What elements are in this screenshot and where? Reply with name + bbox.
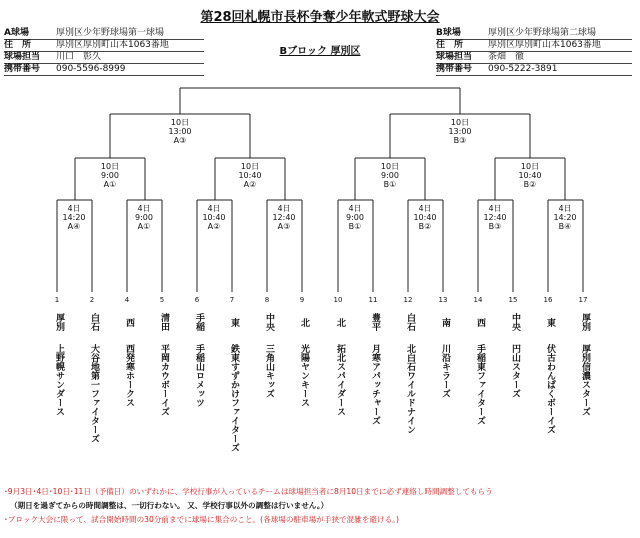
team-name: 円山スターズ [510,344,520,398]
game-a-semi2 [230,162,270,189]
game-date: 4日 [207,204,221,213]
note-adjustment: （期日を過ぎてからの時間調整は、一切行わない。 又、学校行事以外の調整は行いません。） [10,501,329,510]
game-time: 10:40 [413,213,437,222]
game-field: A② [243,180,257,189]
game-b-final [440,118,480,145]
game-b-semi2 [510,162,550,189]
info-value: 厚別区少年野球場第一球場 [56,28,165,38]
team-name: 北白石ワイルドナイン [405,344,415,434]
team-name: 鉄東すずかけファイターズ [229,344,239,452]
team-name: 拓北スパイダース [335,344,345,416]
team-district: 手稲 [194,313,204,331]
team-name: 上野幌サンダース [54,344,64,416]
info-label: 携帯番号 [436,64,473,74]
game-r1-3 [194,204,234,231]
info-value: 090-5222-3891 [488,64,558,74]
info-label: 携帯番号 [4,64,41,74]
game-r1-6 [405,204,445,231]
team-district: 厚別 [54,313,64,331]
game-r1-4 [264,204,304,231]
team-number: 5 [159,296,165,304]
game-r1-7 [475,204,515,231]
game-a-final [160,118,200,145]
team-district: 中央 [264,313,274,331]
game-time: 9:00 [346,213,364,222]
info-label: B球場 [436,28,461,38]
game-date: 4日 [67,204,81,213]
info-value: 川口 彰久 [56,52,102,62]
game-field: A④ [67,222,81,231]
game-field: A① [103,180,117,189]
team-number: 11 [368,296,378,304]
team-name: 厚別信濃スターズ [580,344,590,416]
game-date: 4日 [418,204,432,213]
team-district: 中央 [510,313,520,331]
game-field: B① [348,222,362,231]
team-number: 8 [264,296,270,304]
game-date: 10日 [380,162,400,171]
game-time: 9:00 [101,171,119,180]
game-time: 10:40 [238,171,262,180]
page-title: 第28回札幌市長杯争奪少年軟式野球大会 [200,10,440,25]
game-b-semi1 [370,162,410,189]
game-time: 13:00 [168,127,192,136]
team-number: 6 [194,296,200,304]
team-name: 伏古わんぱくボーイズ [545,344,555,434]
info-value: 厚別区少年野球場第二球場 [488,28,597,38]
block-title: Bブロック 厚別区 [279,46,361,57]
game-r1-8 [545,204,585,231]
game-field: B① [383,180,397,189]
game-date: 4日 [348,204,362,213]
game-time: 10:40 [518,171,542,180]
game-field: B③ [453,136,467,145]
game-date: 4日 [488,204,502,213]
game-field: B② [418,222,432,231]
info-label: 住 所 [4,40,32,50]
team-district: 清田 [159,313,169,331]
game-date: 4日 [558,204,572,213]
game-date: 10日 [520,162,540,171]
team-number: 13 [438,296,448,304]
game-field: B③ [488,222,502,231]
team-district: 西 [475,317,485,327]
game-time: 12:40 [272,213,296,222]
team-district: 北 [335,317,345,327]
team-district: 東 [229,317,239,327]
team-number: 4 [124,296,130,304]
team-district: 白石 [405,313,415,331]
game-field: B④ [558,222,572,231]
game-time: 13:00 [448,127,472,136]
team-district: 西 [124,317,134,327]
game-r1-1 [54,204,94,231]
game-time: 12:40 [483,213,507,222]
team-district: 厚別 [580,313,590,331]
team-district: 南 [440,317,450,327]
team-district: 東 [545,317,555,327]
team-name: 手稲山ロメッツ [194,344,204,407]
team-number: 17 [578,296,588,304]
game-date: 4日 [137,204,151,213]
team-number: 1 [54,296,60,304]
game-date: 10日 [240,162,260,171]
game-field: B② [523,180,537,189]
team-name: 月寒アパッチャーズ [370,344,380,425]
game-date: 10日 [450,118,470,127]
game-time: 9:00 [381,171,399,180]
team-name: 手稲東ファイターズ [475,344,485,425]
team-district: 白石 [89,313,99,331]
game-time: 9:00 [135,213,153,222]
game-field: A① [137,222,151,231]
game-a-semi1 [90,162,130,189]
team-number: 15 [508,296,518,304]
game-field: A② [207,222,221,231]
team-number: 9 [299,296,305,304]
team-name: 三角山キッズ [264,344,274,398]
team-number: 14 [473,296,483,304]
info-label: A球場 [4,28,29,38]
team-number: 10 [333,296,343,304]
team-number: 16 [543,296,553,304]
game-date: 10日 [100,162,120,171]
team-name: 川沿キラーズ [440,344,450,398]
team-number: 12 [403,296,413,304]
game-time: 14:20 [62,213,86,222]
info-value: 厚別区厚別町山本1063番地 [56,40,169,50]
team-name: 西発寒ホークス [124,344,134,407]
info-value: 厚別区厚別町山本1063番地 [488,40,601,50]
note-assembly: ･ブロック大会に限って、試合開始時間の30分前までに球場に集合のこと。(各球場の駐車場が手狭で混雑を避ける。) [4,515,399,524]
game-field: A③ [173,136,187,145]
note-schedule: ･9月3日･4日･10日･11日（予備日）のいずれかに、学校行事が入っているチームは球場担当者に8月10日までに必ず連絡し時間調整してもらう [4,487,493,496]
game-date: 4日 [277,204,291,213]
game-field: A③ [277,222,291,231]
team-number: 7 [229,296,235,304]
team-district: 北 [299,317,309,327]
info-label: 住 所 [436,40,464,50]
game-r1-5 [335,204,375,231]
game-time: 10:40 [202,213,226,222]
info-label: 球場担当 [436,52,473,62]
team-district: 豊平 [370,313,380,331]
team-name: 平岡カウボーイズ [159,344,169,416]
team-number: 2 [89,296,95,304]
team-name: 大谷地第一ファイターズ [89,344,99,443]
team-name: 光陽ヤンキース [299,344,309,407]
game-date: 10日 [170,118,190,127]
game-time: 14:20 [553,213,577,222]
info-label: 球場担当 [4,52,41,62]
game-r1-2 [124,204,164,231]
info-value: 090-5596-8999 [56,64,126,74]
info-value: 茶畑 徹 [488,52,525,62]
